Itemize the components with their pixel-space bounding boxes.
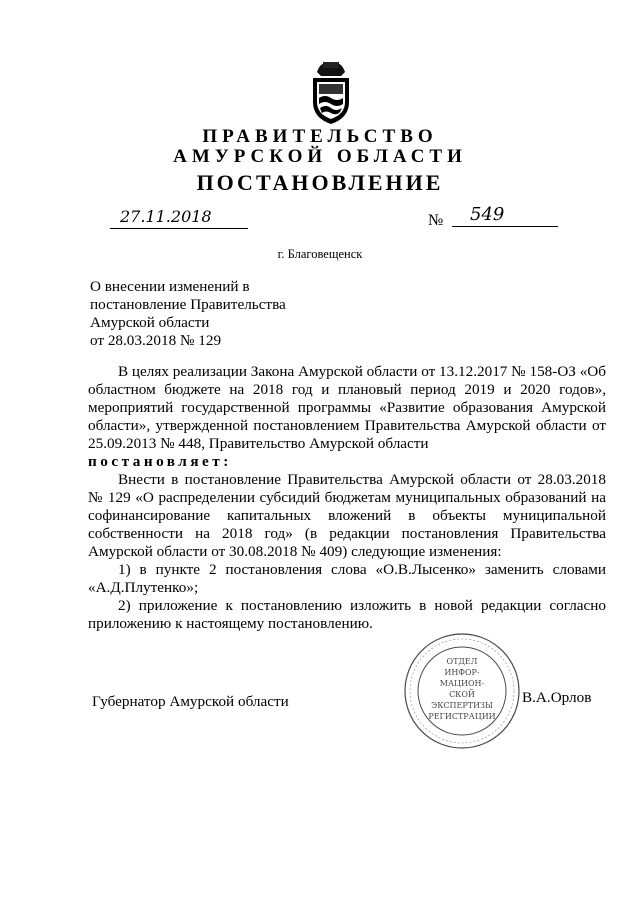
subject-line: О внесении изменений в [90, 278, 250, 295]
svg-text:ИНФОР-: ИНФОР- [444, 668, 480, 677]
svg-text:ЭКСПЕРТИЗЫ: ЭКСПЕРТИЗЫ [431, 701, 493, 710]
document-type-title: ПОСТАНОВЛЕНИЕ [196, 170, 444, 195]
document-number: 549 [470, 204, 505, 225]
main-point-paragraph: Внести в постановление Правительства Амурской области от 28.03.2018 № 129 «О распределении субсидий бюджетам муниципальных образований на софинансирование капитальных вложений в объекты муниципальной собственности на 2018 год» (в редакции постановления Правительства Амурской области от 30.08.2018 № 409) следующие изменения: [88, 471, 606, 560]
org-title-line2: АМУРСКОЙ ОБЛАСТИ [173, 146, 467, 167]
date-underline [110, 228, 248, 229]
org-title-line1: ПРАВИТЕЛЬСТВО [202, 126, 438, 147]
svg-text:РЕГИСТРАЦИИ: РЕГИСТРАЦИИ [428, 712, 496, 721]
number-underline [452, 226, 558, 227]
change-item-2: 2) приложение к постановлению изложить в новой редакции согласно приложению к настоящему постановлению. [88, 597, 606, 632]
coat-of-arms-emblem [303, 58, 359, 126]
subject-line: от 28.03.2018 № 129 [90, 332, 222, 349]
city-label: г. Благовещенск [277, 247, 363, 261]
intro-paragraph: В целях реализации Закона Амурской области от 13.12.2017 № 158-ОЗ «Об областном бюджете на 2018 год и плановый период 2019 и 2020 годов», мероприятий государственной программы «Развитие образования Амурской области», утвержденной постановлением Правительства Амурской области от 25.09.2013 № 448, Правительство Амурской области [88, 363, 606, 452]
number-sign: № [428, 212, 444, 229]
document-subject [90, 278, 350, 350]
change-item-1: 1) в пункте 2 постановления слова «О.В.Лысенко» заменить словами «А.Д.Плутенко»; [88, 561, 606, 596]
subject-line: постановление Правительства [90, 296, 286, 313]
signatory-position: Губернатор Амурской области [92, 693, 289, 710]
document-body [88, 363, 606, 633]
decree-word: постановляет: [88, 453, 232, 470]
svg-text:МАЦИОН-: МАЦИОН- [439, 679, 485, 688]
document-date: 27.11.2018 [120, 207, 212, 226]
svg-text:ОТДЕЛ: ОТДЕЛ [446, 657, 478, 666]
svg-text:СКОЙ: СКОЙ [449, 690, 475, 699]
registration-stamp [402, 630, 522, 752]
subject-line: Амурской области [90, 314, 210, 331]
signatory-name: В.А.Орлов [522, 689, 592, 706]
